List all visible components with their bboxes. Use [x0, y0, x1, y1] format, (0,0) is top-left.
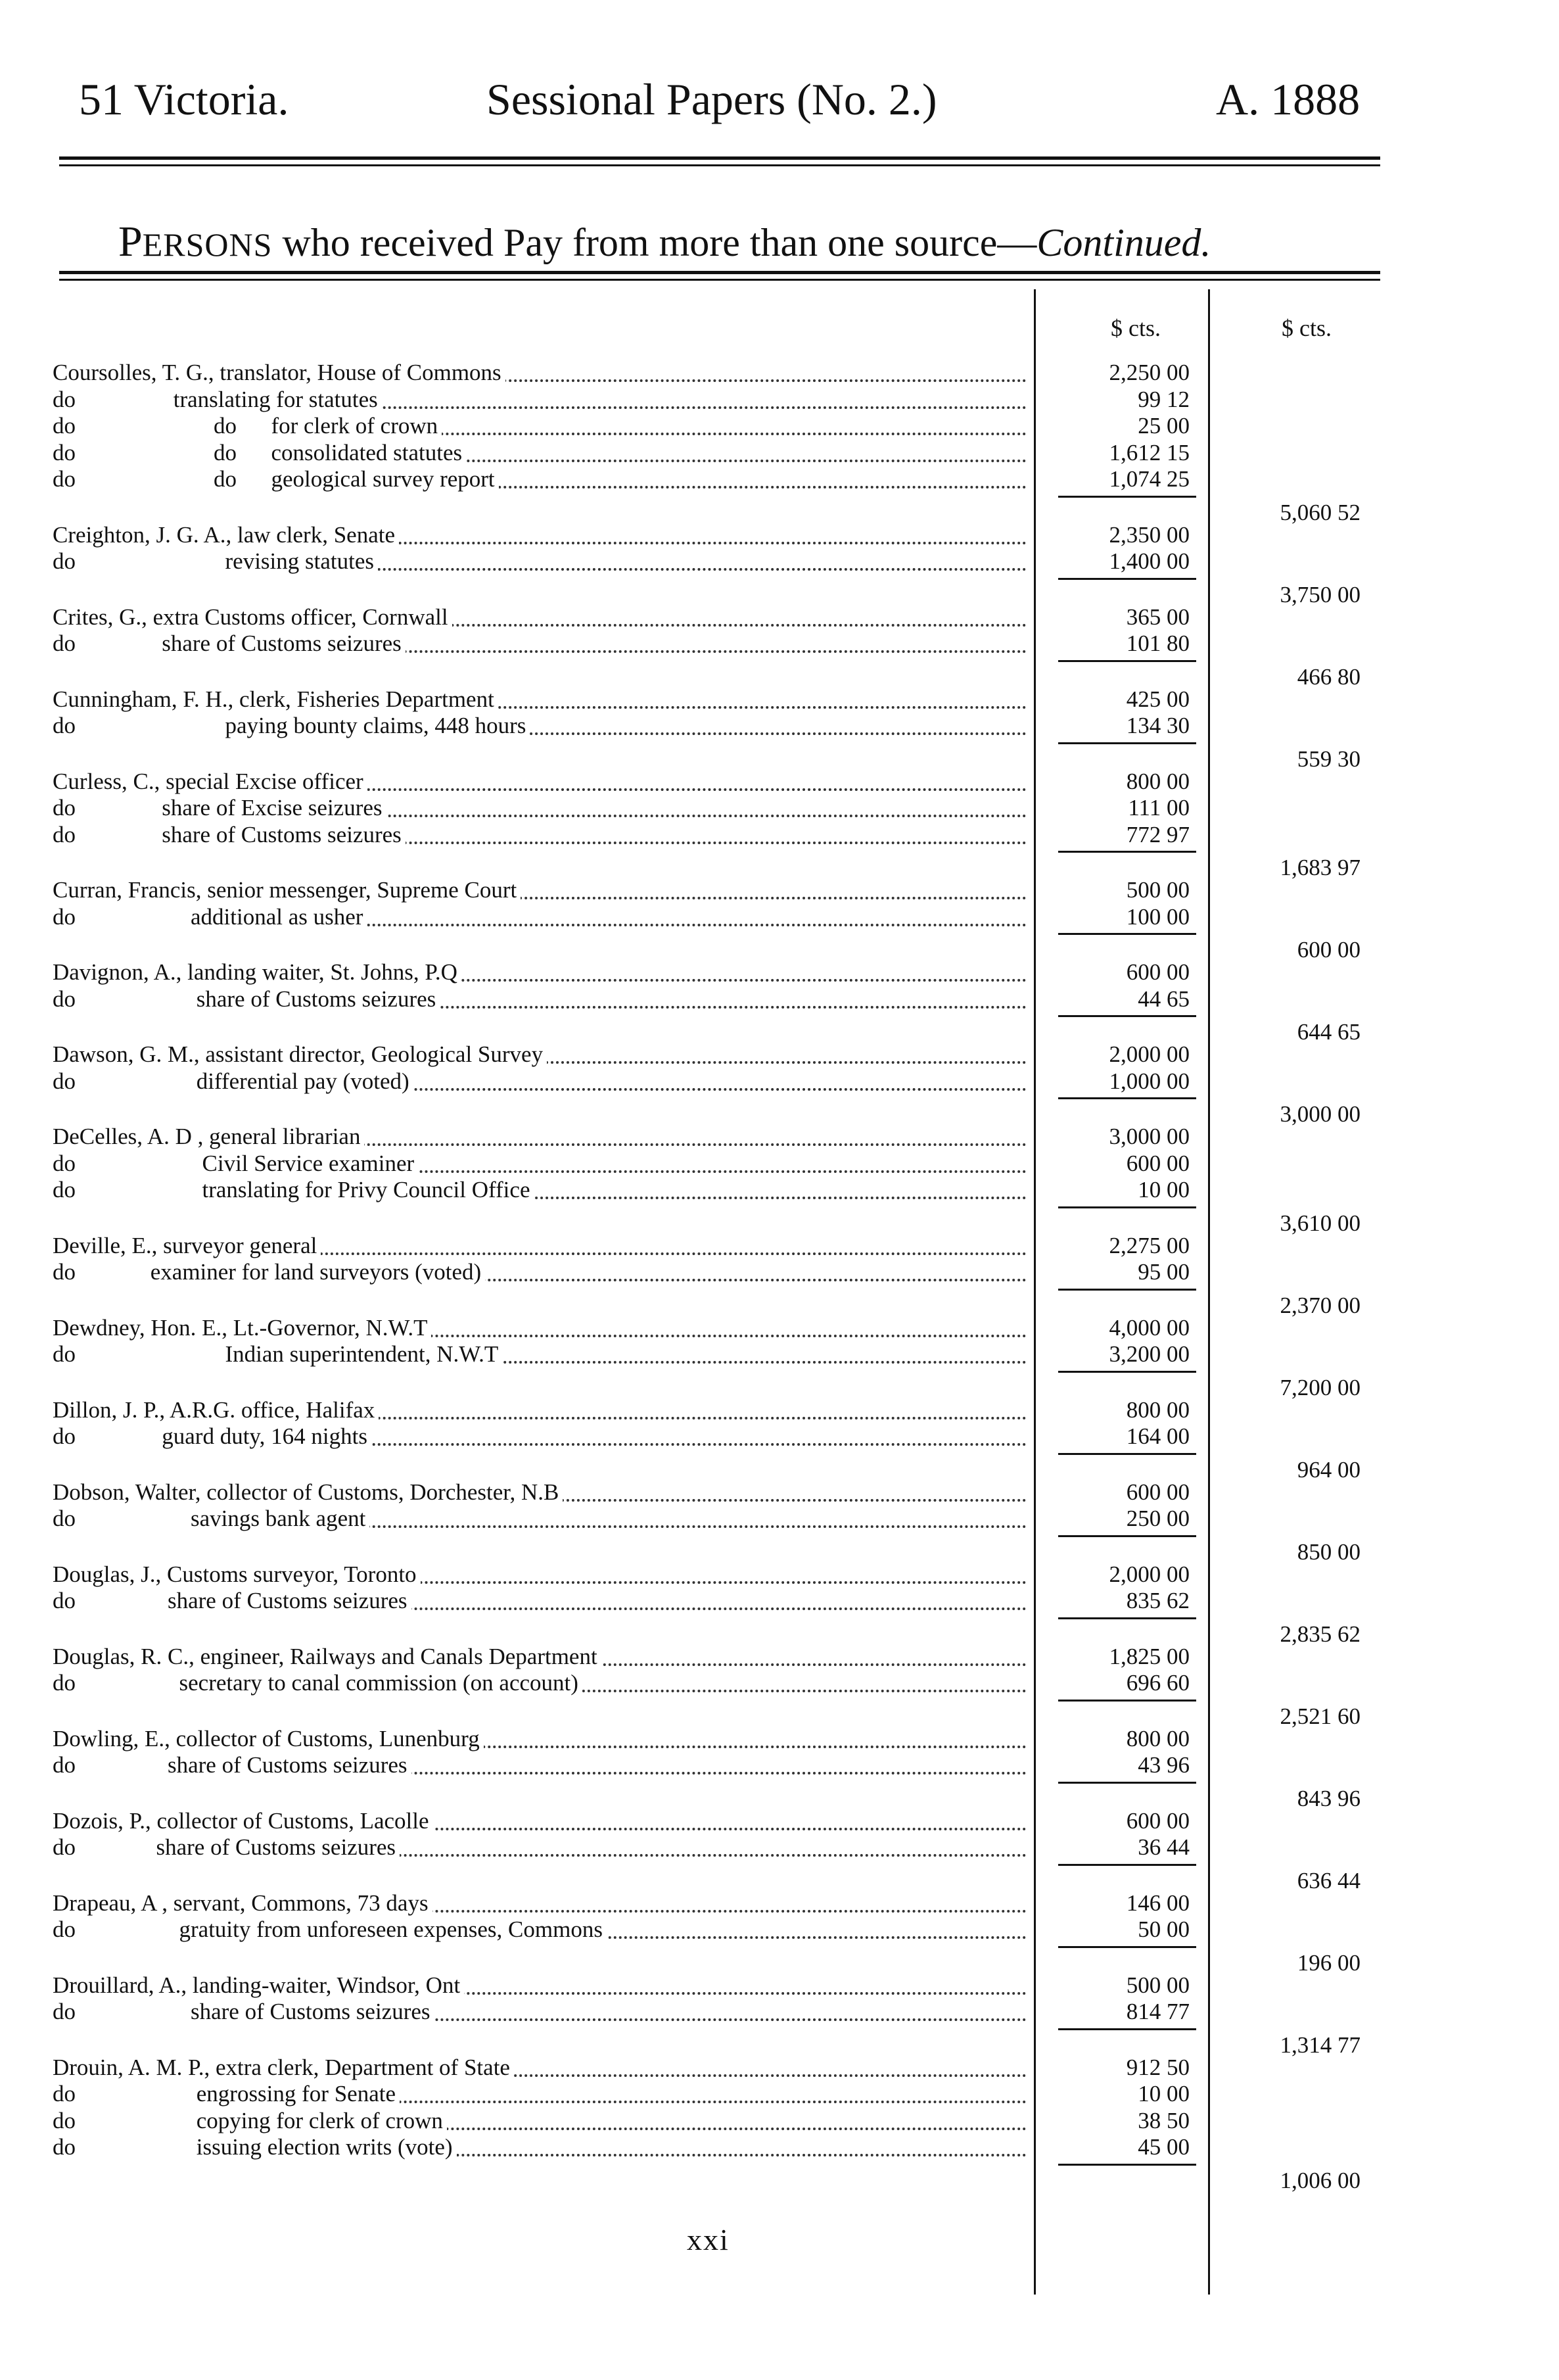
row-amount: 45 00 [1138, 2134, 1190, 2160]
row-description [53, 1642, 1032, 1671]
row-description [53, 412, 1032, 440]
row-description-text: do do geological survey report [53, 466, 499, 492]
header-volume: 51 Victoria. [79, 74, 289, 124]
row-description-text: do differential pay (voted) [53, 1068, 413, 1094]
entry-total: 636 44 [1297, 1867, 1361, 1893]
row-description [53, 985, 1032, 1014]
subtotal-rule [1058, 1015, 1196, 1017]
row-description-text: do revising statutes [53, 548, 378, 574]
row-description [53, 465, 1032, 494]
row-amount: 2,250 00 [1109, 360, 1190, 385]
row-description [53, 1122, 1032, 1151]
row-amount: 600 00 [1126, 1479, 1190, 1505]
subtotal-rule [1058, 1700, 1196, 1702]
table-row [0, 1231, 1559, 1260]
table-row [0, 1149, 1559, 1178]
table-row [0, 711, 1559, 740]
table-row [0, 1751, 1559, 1780]
row-description [53, 385, 1032, 414]
subtotal-rule [1058, 1864, 1196, 1866]
entry-total: 559 30 [1297, 746, 1361, 772]
row-amount: 250 00 [1126, 1506, 1190, 1531]
subtotal-rule [1058, 1453, 1196, 1455]
row-description-text: Dewdney, Hon. E., Lt.-Governor, N.W.T [53, 1315, 431, 1341]
row-amount: 164 00 [1126, 1423, 1190, 1449]
row-description [53, 958, 1032, 987]
row-amount: 800 00 [1126, 1396, 1190, 1423]
entry-total: 2,835 62 [1280, 1621, 1361, 1647]
table-row [0, 1040, 1559, 1069]
table-row [0, 1340, 1559, 1369]
table-row [0, 1314, 1559, 1343]
row-description [53, 1314, 1032, 1343]
row-description-text: Dowling, E., collector of Customs, Lunenburg [53, 1726, 484, 1751]
row-description-text: do share of Customs seizures [53, 631, 406, 656]
subtotal-rule [1058, 1946, 1196, 1948]
row-description-text: do do for clerk of crown [53, 413, 442, 439]
row-description-text: Dobson, Walter, collector of Customs, Dorchester, N.B [53, 1479, 563, 1505]
row-description [53, 1396, 1032, 1425]
table-row [0, 903, 1559, 932]
table-row [0, 629, 1559, 658]
row-description [53, 2080, 1032, 2108]
entry-total: 600 00 [1297, 937, 1361, 963]
row-amount: 43 96 [1138, 1752, 1190, 1778]
table-row [0, 1642, 1559, 1671]
table-row [0, 794, 1559, 822]
table-row [0, 1833, 1559, 1862]
row-amount: 36 44 [1138, 1834, 1190, 1860]
table-row [0, 1504, 1559, 1533]
row-amount: 111 00 [1128, 795, 1190, 821]
row-amount: 772 97 [1126, 821, 1190, 847]
row-description [53, 767, 1032, 796]
table-row [0, 2053, 1559, 2082]
row-description-text: DeCelles, A. D , general librarian [53, 1124, 364, 1149]
row-description-text: Curless, C., special Excise officer [53, 769, 367, 794]
subtotal-rule [1058, 1617, 1196, 1619]
row-description [53, 1997, 1032, 2026]
row-amount: 146 00 [1126, 1890, 1190, 1916]
row-description [53, 685, 1032, 714]
subtotal-rule [1058, 1097, 1196, 1099]
row-description [53, 1040, 1032, 1069]
row-description-text: do share of Customs seizures [53, 1834, 400, 1860]
row-amount: 99 12 [1138, 386, 1190, 412]
row-amount: 800 00 [1126, 768, 1190, 794]
title-initial: P [118, 218, 143, 266]
header-title: Sessional Papers (No. 2.) [486, 74, 937, 124]
row-description-text: do share of Customs seizures [53, 986, 440, 1012]
row-description-text: Drouin, A. M. P., extra clerk, Department of State [53, 2055, 514, 2080]
row-amount: 50 00 [1138, 1916, 1190, 1942]
table-row [0, 2133, 1559, 2162]
table-row [0, 2080, 1559, 2108]
table-row [0, 2106, 1559, 2135]
table-row [0, 358, 1559, 387]
entry-total: 196 00 [1297, 1949, 1361, 1976]
row-description [53, 1586, 1032, 1615]
row-description-text: do share of Excise seizures [53, 795, 386, 821]
row-description [53, 1340, 1032, 1369]
row-amount: 912 50 [1126, 2054, 1190, 2080]
row-description-text: Coursolles, T. G., translator, House of Commons [53, 360, 505, 385]
entry-total: 843 96 [1297, 1785, 1361, 1811]
row-description-text: Dillon, J. P., A.R.G. office, Halifax [53, 1397, 379, 1423]
table-row [0, 1971, 1559, 2000]
row-amount: 696 60 [1126, 1670, 1190, 1696]
row-description [53, 903, 1032, 932]
row-description-text: do issuing election writs (vote) [53, 2134, 457, 2160]
table-row [0, 1586, 1559, 1615]
row-amount: 2,000 00 [1109, 1561, 1190, 1587]
entry-total: 1,006 00 [1280, 2167, 1361, 2193]
row-amount: 3,200 00 [1109, 1341, 1190, 1367]
row-description [53, 1149, 1032, 1178]
entry-total: 3,610 00 [1280, 1210, 1361, 1236]
table-row [0, 1725, 1559, 1753]
row-amount: 1,400 00 [1109, 548, 1190, 574]
subtotal-rule [1058, 496, 1196, 498]
entry-total: 850 00 [1297, 1538, 1361, 1565]
row-amount: 2,275 00 [1109, 1232, 1190, 1258]
row-description [53, 821, 1032, 849]
subtotal-rule [1058, 2028, 1196, 2030]
table-row [0, 439, 1559, 467]
table-row [0, 958, 1559, 987]
row-description-text: do share of Customs seizures [53, 1588, 411, 1613]
table-row [0, 1889, 1559, 1918]
row-amount: 600 00 [1126, 959, 1190, 985]
row-amount: 95 00 [1138, 1259, 1190, 1285]
row-description [53, 1669, 1032, 1698]
row-description-text: do share of Customs seizures [53, 822, 406, 847]
row-description [53, 2133, 1032, 2162]
row-description-text: do share of Customs seizures [53, 1752, 411, 1778]
row-amount: 600 00 [1126, 1807, 1190, 1834]
row-description-text: do paying bounty claims, 448 hours [53, 713, 530, 738]
row-description-text: Douglas, R. C., engineer, Railways and Canals Department [53, 1644, 601, 1669]
subtotal-rule [1058, 660, 1196, 662]
row-description [53, 711, 1032, 740]
table-row [0, 985, 1559, 1014]
row-amount: 2,000 00 [1109, 1041, 1190, 1067]
row-description [53, 603, 1032, 632]
row-description [53, 1560, 1032, 1589]
row-description-text: do guard duty, 164 nights [53, 1423, 371, 1449]
table-row [0, 1560, 1559, 1589]
row-description [53, 521, 1032, 550]
subtotal-rule [1058, 1782, 1196, 1784]
row-description-text: Creighton, J. G. A., law clerk, Senate [53, 522, 399, 548]
table-row [0, 767, 1559, 796]
row-amount: 10 00 [1138, 2081, 1190, 2106]
row-description-text: do translating for statutes [53, 387, 382, 412]
row-description-text: Cunningham, F. H., clerk, Fisheries Department [53, 686, 498, 712]
row-description [53, 1258, 1032, 1287]
row-description-text: do translating for Privy Council Office [53, 1177, 534, 1202]
table-row [0, 1915, 1559, 1944]
column-header-amount: $ cts. [1111, 315, 1161, 341]
header-year: A. 1888 [1216, 74, 1361, 124]
row-description [53, 2053, 1032, 2082]
table-row [0, 821, 1559, 849]
table-row [0, 412, 1559, 440]
subtotal-rule [1058, 933, 1196, 935]
row-amount: 4,000 00 [1109, 1314, 1190, 1341]
subtotal-rule [1058, 1535, 1196, 1537]
subtotal-rule [1058, 742, 1196, 744]
title-text: who received Pay from more than one source— [272, 221, 1037, 264]
row-description-text: do savings bank agent [53, 1506, 369, 1531]
row-description [53, 547, 1032, 576]
row-description [53, 2106, 1032, 2135]
row-description [53, 1231, 1032, 1260]
subtotal-rule [1058, 1206, 1196, 1208]
row-amount: 425 00 [1126, 686, 1190, 712]
row-amount: 38 50 [1138, 2107, 1190, 2133]
row-description-text: do do consolidated statutes [53, 440, 466, 465]
row-description [53, 1176, 1032, 1204]
row-description-text: Curran, Francis, senior messenger, Supreme Court [53, 877, 521, 903]
table-row [0, 1807, 1559, 1836]
title-smallcaps: ERSONS [142, 226, 273, 263]
table-row [0, 1997, 1559, 2026]
table-row [0, 1258, 1559, 1287]
table-row [0, 385, 1559, 414]
entry-total: 644 65 [1297, 1019, 1361, 1045]
row-amount: 3,000 00 [1109, 1124, 1190, 1149]
entry-total: 466 80 [1297, 663, 1361, 690]
row-description [53, 1751, 1032, 1780]
row-description-text: do secretary to canal commission (on account) [53, 1670, 582, 1696]
row-amount: 101 80 [1126, 631, 1190, 656]
row-description-text: do gratuity from unforeseen expenses, Commons [53, 1916, 607, 1942]
row-amount: 25 00 [1138, 413, 1190, 439]
row-description-text: do Civil Service examiner [53, 1151, 418, 1176]
subtotal-rule [1058, 578, 1196, 580]
table-row [0, 1478, 1559, 1507]
row-amount: 814 77 [1126, 1999, 1190, 2024]
table-row [0, 1067, 1559, 1096]
table-row [0, 603, 1559, 632]
entry-total: 3,750 00 [1280, 581, 1361, 607]
row-amount: 500 00 [1126, 877, 1190, 903]
row-amount: 134 30 [1126, 713, 1190, 738]
row-amount: 1,612 15 [1109, 439, 1190, 465]
row-amount: 365 00 [1126, 604, 1190, 630]
row-description [53, 1422, 1032, 1451]
entry-total: 7,200 00 [1280, 1374, 1361, 1400]
row-description-text: Davignon, A., landing waiter, St. Johns, P.Q [53, 959, 461, 985]
row-description [53, 629, 1032, 658]
row-amount: 835 62 [1126, 1588, 1190, 1613]
row-description [53, 1725, 1032, 1753]
row-amount: 1,000 00 [1109, 1068, 1190, 1094]
row-amount: 600 00 [1126, 1150, 1190, 1176]
column-header-total: $ cts. [1282, 315, 1332, 341]
row-amount: 1,825 00 [1109, 1643, 1190, 1669]
subtotal-rule [1058, 1289, 1196, 1291]
entry-total: 1,683 97 [1280, 855, 1361, 880]
subtotal-rule [1058, 1371, 1196, 1373]
page-number: xxi [687, 2223, 730, 2256]
table-row [0, 1396, 1559, 1425]
row-description [53, 1504, 1032, 1533]
row-description-text: do engrossing for Senate [53, 2081, 400, 2106]
entry-total: 5,060 52 [1280, 499, 1361, 525]
row-description-text: Crites, G., extra Customs officer, Cornwall [53, 604, 452, 630]
entry-total: 964 00 [1297, 1456, 1361, 1483]
table-row [0, 1422, 1559, 1451]
row-description-text: do share of Customs seizures [53, 1999, 434, 2024]
table-row [0, 1122, 1559, 1151]
row-description-text: do Indian superintendent, N.W.T [53, 1341, 502, 1367]
row-amount: 2,350 00 [1109, 521, 1190, 548]
row-description-text: Deville, E., surveyor general [53, 1233, 321, 1258]
row-description-text: do copying for clerk of crown [53, 2108, 447, 2133]
row-description-text: Drapeau, A , servant, Commons, 73 days [53, 1890, 432, 1916]
table-row [0, 521, 1559, 550]
table-row [0, 876, 1559, 905]
row-amount: 1,074 25 [1109, 466, 1190, 492]
row-description-text: Dozois, P., collector of Customs, Lacolle [53, 1808, 433, 1834]
table-row [0, 1669, 1559, 1698]
row-amount: 100 00 [1126, 903, 1190, 930]
row-amount: 44 65 [1138, 986, 1190, 1012]
row-description-text: do examiner for land surveyors (voted) [53, 1259, 485, 1285]
entry-total: 3,000 00 [1280, 1101, 1361, 1127]
table-row [0, 465, 1559, 494]
row-description [53, 794, 1032, 822]
subtotal-rule [1058, 2164, 1196, 2166]
entry-total: 1,314 77 [1280, 2032, 1361, 2058]
title-continued: Continued. [1036, 221, 1211, 264]
row-description [53, 1807, 1032, 1836]
row-amount: 10 00 [1138, 1177, 1190, 1202]
table-row [0, 547, 1559, 576]
row-amount: 800 00 [1126, 1725, 1190, 1751]
row-description [53, 1889, 1032, 1918]
row-description [53, 1971, 1032, 2000]
row-description [53, 1067, 1032, 1096]
row-description-text: do additional as usher [53, 904, 367, 930]
row-description [53, 876, 1032, 905]
row-description-text: Dawson, G. M., assistant director, Geological Survey [53, 1041, 547, 1067]
entry-total: 2,370 00 [1280, 1292, 1361, 1318]
row-amount: 500 00 [1126, 1972, 1190, 1998]
subtotal-rule [1058, 851, 1196, 853]
row-description [53, 358, 1032, 387]
row-description [53, 439, 1032, 467]
table-row [0, 1176, 1559, 1204]
row-description [53, 1833, 1032, 1862]
table-row [0, 685, 1559, 714]
row-description-text: Douglas, J., Customs surveyor, Toronto [53, 1561, 421, 1587]
row-description [53, 1478, 1032, 1507]
row-description [53, 1915, 1032, 1944]
row-description-text: Drouillard, A., landing-waiter, Windsor, Ont [53, 1972, 464, 1998]
entry-total: 2,521 60 [1280, 1703, 1361, 1729]
